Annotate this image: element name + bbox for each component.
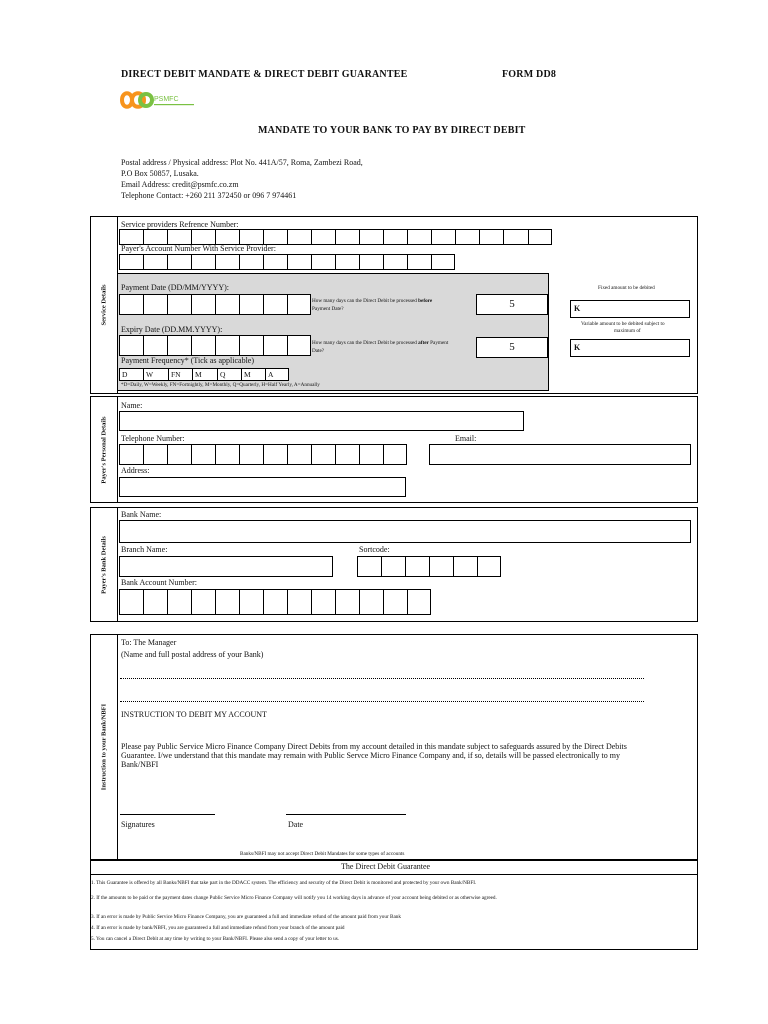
bank-details-sidebar: Payer's Bank Details [91,508,118,621]
guarantee-title: The Direct Debit Guarantee [341,862,431,871]
bank-address-line-2[interactable] [120,701,644,702]
address-input[interactable] [119,477,406,497]
email-label: Email: [455,434,477,443]
days-before-question-2: Payment Date? [312,306,344,312]
instruction-sidebar: Instruction to your Bank/NBFI [91,635,118,859]
telephone-label: Telephone Number: [121,434,185,443]
payment-frequency-label: Payment Frequency* (Tick as applicable) [121,356,255,365]
svg-text:PSMFC: PSMFC [154,96,179,103]
service-ref-label: Service providers Refrence Number: [121,220,239,229]
bank-account-label: Bank Account Number: [121,578,197,587]
instruction-body-1: Please pay Public Service Micro Finance Company Direct Debits from my account detailed in this mandate subject to safeguards assured by the Direct Debits [121,742,627,751]
branch-name-label: Branch Name: [121,545,168,554]
guarantee-item-2: 2. If the amounts to be paid or the payment dates change Public Service Micro Finance Company will notify you 14 working days in advance of your account being debited or as otherwise agreed. [91,895,497,901]
to-manager: To: The Manager [121,638,177,647]
payer-account-input[interactable] [119,254,455,270]
bank-acceptance-note: Banks/NBFI may not accept Direct Debit Mandates for some types of accounts [240,851,405,857]
address-label: Address: [121,466,150,475]
payment-frequency-options[interactable] [119,368,289,381]
sortcode-input[interactable] [357,556,501,577]
days-after-question: How many days can the Direct Debit be processed after Payment [312,340,449,346]
telephone-input[interactable] [119,444,407,465]
expiry-date-input[interactable] [119,335,311,356]
fixed-amount-input[interactable]: K [570,300,690,318]
personal-details-sidebar: Payer's Personal Details [91,397,118,502]
instruction-body-3: Bank/NBFI [121,760,159,769]
variable-amount-label-2: maximum of [614,328,641,334]
date-line[interactable] [286,814,406,815]
payment-date-label: Payment Date (DD/MM/YYYY): [121,283,229,292]
name-input[interactable] [119,411,524,431]
days-before-input[interactable]: 5 [476,294,548,315]
days-after-question-2: Date? [312,348,325,354]
signatures-label: Signatures [121,820,155,829]
fixed-amount-label: Fixed amount to be debited [598,285,655,291]
address-line-2: P.O Box 50857, Lusaka. [121,169,199,178]
guarantee-item-1: 1. This Guarantee is offered by all Banks/NBFI that take part in the DDACC system. The efficiency and security of the Direct Debit is monitored and protected by your own Bank/NBFI. [91,880,477,886]
freq-option-daily[interactable]: D [119,368,143,381]
service-details-sidebar: Service Details [91,217,118,393]
psmfc-logo [118,83,198,117]
page-subtitle: MANDATE TO YOUR BANK TO PAY BY DIRECT DEBIT [258,125,526,136]
form-title: DIRECT DEBIT MANDATE & DIRECT DEBIT GUARANTEE [121,69,408,80]
payer-account-label: Payer's Account Number With Service Provider: [121,244,276,253]
variable-amount-input[interactable]: K [570,339,690,357]
branch-name-input[interactable] [119,556,333,577]
to-manager-hint: (Name and full postal address of your Bank) [121,650,264,659]
days-after-input[interactable]: 5 [476,337,548,358]
signature-line[interactable] [120,814,215,815]
freq-option-annually[interactable]: A [265,368,289,381]
date-label: Date [288,820,304,829]
instruction-body-2: Guarantee. I/we understand that this mandate may remain with Public Servce Micro Finance Company and, if so, details will be passed electronically to my [121,751,620,760]
payment-date-input[interactable] [119,294,311,315]
email-address: Email Address: credit@psmfc.co.zm [121,180,239,189]
email-input[interactable] [429,444,691,465]
bank-name-label: Bank Name: [121,510,162,519]
freq-option-quarterly[interactable]: Q [217,368,241,381]
telephone-contact: Telephone Contact: +260 211 372450 or 096 7 974461 [121,191,297,200]
guarantee-item-5: 5. You can cancel a Direct Debit at any time by writing to your Bank/NBFI. Please also send a copy of your letter to us. [91,936,340,942]
form-number: FORM DD8 [502,69,557,80]
name-label: Name: [121,401,143,410]
bank-name-input[interactable] [119,520,691,543]
days-before-question: How many days can the Direct Debit be processed before [312,298,433,304]
expiry-date-label: Expiry Date (DD.MM.YYYY): [121,325,223,334]
guarantee-item-3: 3. If an error is made by Public Service Micro Finance Company, you are guaranteed a full and immediate refund of the amount paid from your Bank [91,914,401,920]
freq-option-fortnightly[interactable]: FN [168,368,192,381]
sortcode-label: Sortcode: [359,545,390,554]
bank-address-line-1[interactable] [120,678,644,679]
guarantee-item-4: 4. If an error is made by bank/NBFI, you are guaranteed a full and immediate refund from your branch of the amount paid [91,925,345,931]
freq-option-monthly[interactable]: M [192,368,217,381]
bank-account-input[interactable] [119,589,431,615]
service-ref-input[interactable] [119,229,552,245]
variable-amount-label: Variable amount to be debited subject to [581,321,665,327]
freq-option-half-yearly[interactable]: M [241,368,265,381]
frequency-legend: *D=Daily, W=Weekly, FN=Fortnightly, M=Monthly, Q=Quarterly, H=Half Yearly, A=Annually [121,382,320,388]
address-line-1: Postal address / Physical address: Plot No. 441A/57, Roma, Zambezi Road, [121,158,363,167]
freq-option-weekly[interactable]: W [143,368,168,381]
instruction-heading: INSTRUCTION TO DEBIT MY ACCOUNT [121,710,267,719]
